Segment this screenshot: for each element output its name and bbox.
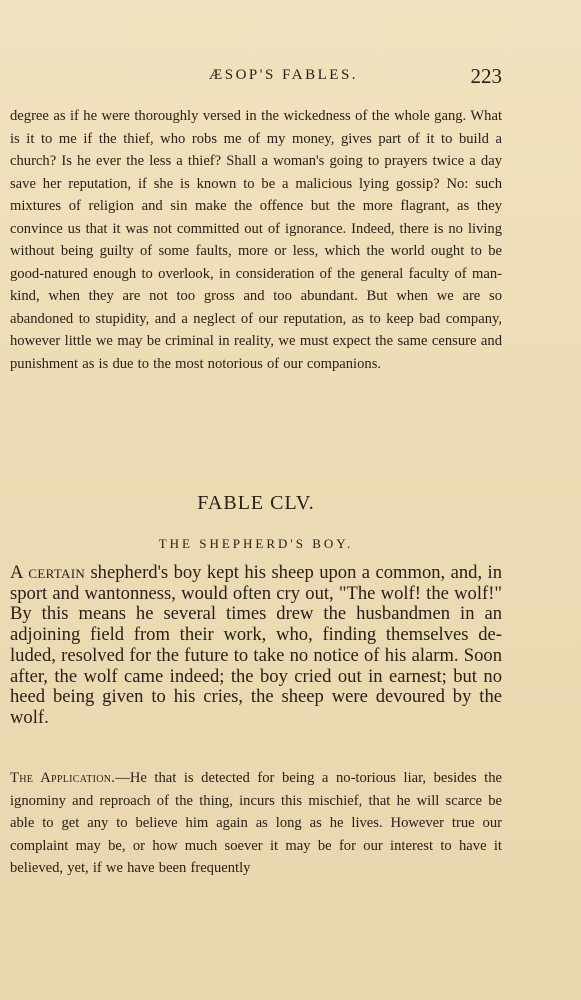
application-text: —He that is detected for being a no-torious liar, besides the ignominy and reproach of the thing, incurs this mischief, that he will scarce be able to get any to believe him again as long as he lives. However true our complaint may be, or how much soever it may be for our interest to have it believed, yet, if we have been frequently — [10, 770, 502, 876]
application-paragraph — [10, 767, 502, 880]
fable-title: THE SHEPHERD'S BOY. — [158, 536, 354, 551]
page-header — [10, 64, 502, 88]
page-number: 223 — [470, 64, 502, 88]
running-title: ÆSOP'S FABLES. — [208, 67, 359, 83]
fable-body: shepherd's boy kept his sheep upon a common, and, in sport and wantonness, would often cry out, "The wolf! the wolf!" By this means he several times drew the husbandmen in an adjoining field from their work, who, finding themselves de-luded, resolved for the future to take no notice of his alarm. Soon after, the wolf came indeed; the boy cried out in earnest; but no heed being given to his cries, the sheep were devoured by the wolf. — [10, 562, 502, 728]
application-label: The Application. — [10, 770, 116, 786]
fable-lead-words: A certain — [10, 562, 86, 583]
continued-paragraph: degree as if he were thoroughly versed in the wickedness of the whole gang. What is it to me if the thief, who robs me of my money, gives part of it to build a church? Is he ever the less a thief? Shall a woman's going to prayers twice a day save her reputation, if she is known to be a malicious lying gossip? No: such mixtures of religion and sin make the offence but the more flagrant, as they convince us that it was not committed out of ignorance. Indeed, there is no living without being guilty of some faults, more or less, which the world ought to be good-natured enough to overlook, in consideration of the general faculty of man-kind, when they are not too gross and too abundant. But when we are so abandoned to stupidity, and a neglect of our reputation, as to keep bad company, however little we may be criminal in reality, we must expect the same censure and punishment as is due to the most notorious of our companions. — [10, 108, 502, 372]
fable-number: FABLE CLV. — [197, 492, 315, 514]
fable-text — [10, 563, 502, 729]
